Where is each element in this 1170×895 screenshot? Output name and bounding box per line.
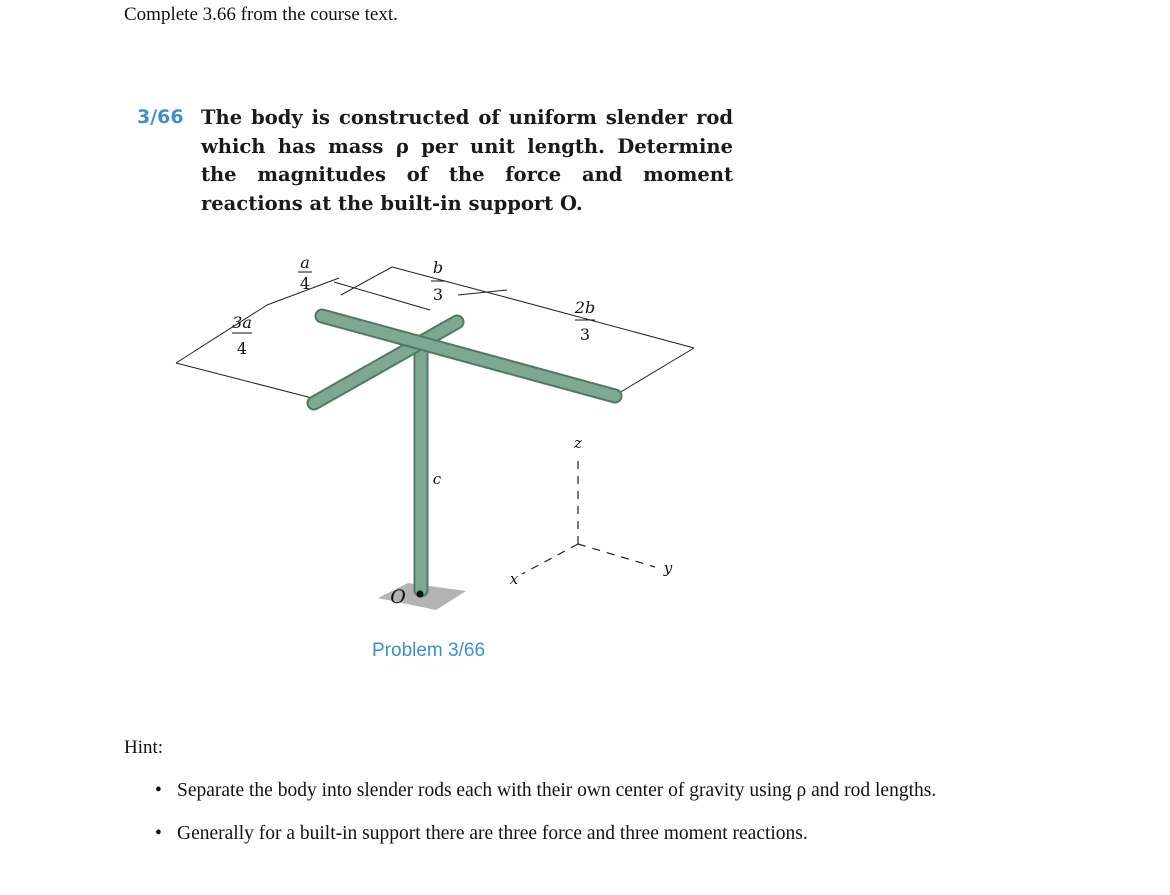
label-3a-num: 3a xyxy=(232,313,252,332)
label-x: x xyxy=(509,570,519,588)
label-a-num: a xyxy=(300,253,310,272)
problem-statement: The body is constructed of uniform slender rod which has mass ρ per unit length. Determine the magnitudes of the force and moment reactions at the built-in support O. xyxy=(201,106,733,215)
hint-item xyxy=(155,821,1025,847)
label-2b-num: 2b xyxy=(574,298,596,317)
axes xyxy=(522,455,655,574)
label-b-den: 3 xyxy=(432,285,444,304)
bullet-icon: • xyxy=(155,780,162,801)
figure-caption: Problem 3/66 xyxy=(372,640,486,661)
hint-item xyxy=(155,778,1025,804)
label-y: y xyxy=(663,559,673,577)
label-3a-den: 4 xyxy=(236,339,248,358)
hint-text: Generally for a built-in support there are three force and three moment reactions. xyxy=(177,823,808,844)
label-z: z xyxy=(574,434,582,452)
rod-body-figure xyxy=(0,0,760,640)
intro-text: Complete 3.66 from the course text. xyxy=(124,4,398,25)
label-origin: O xyxy=(390,586,406,608)
hint-list xyxy=(155,778,1025,864)
origin-point xyxy=(417,591,424,598)
label-2b-den: 3 xyxy=(579,325,591,344)
bullet-icon: • xyxy=(155,823,162,844)
hint-text: Separate the body into slender rods each with their own center of gravity using ρ and rod lengths. xyxy=(177,780,937,801)
label-c: c xyxy=(432,470,442,488)
label-b-num: b xyxy=(432,258,444,277)
rods xyxy=(314,316,615,590)
hint-label: Hint: xyxy=(124,737,164,758)
label-a-den: 4 xyxy=(299,274,311,293)
problem-number: 3/66 xyxy=(137,106,184,128)
